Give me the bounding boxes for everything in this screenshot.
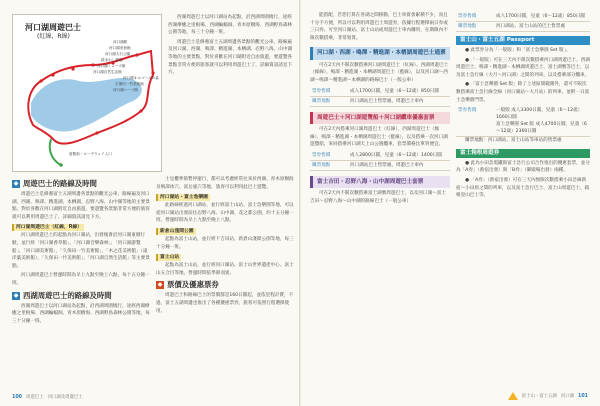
stop-label-5: 河口湖自然生活館 <box>93 70 122 74</box>
route-map <box>12 14 162 172</box>
stop-dot <box>51 73 54 76</box>
stop-dot <box>71 67 74 70</box>
stop-dot <box>139 109 142 112</box>
stop-dot <box>59 163 63 167</box>
bullet-item: ● 此票券分為「一般版」和「富士急樂園 Set 版」。 <box>465 48 571 53</box>
table-key: 購票地點 <box>310 96 348 106</box>
ticket-table-3 <box>456 12 590 32</box>
table-key: 購票地點 <box>456 22 494 32</box>
bullet-text: 此為小田急電鐵與富士急行公司合作推出的優惠套票，並分為「A券」（新宿出發）與「B券」（御殿場出發）兩種。 <box>456 160 590 174</box>
left-col-2 <box>156 176 294 386</box>
table-row <box>310 151 450 161</box>
section-2-heading <box>12 291 152 301</box>
price-line: 富士急樂園 Set 版 成人4700日圓，兒童（6～12歲）2360日圓 <box>496 122 587 135</box>
table-row <box>310 160 450 170</box>
book-gutter <box>299 0 301 406</box>
bullet-item: ● 「A券」（新宿出發）可在三天內無限次數搭乘小田急線新宿～小田原之間的列車，以及富士急行巴士、富士山周遊巴士、箱根登山巴士等。 <box>456 177 590 199</box>
stop-label-2: 河口湖大石公園 <box>105 52 131 56</box>
section-routes-title: 周遊巴士的路線及時間 <box>23 179 97 188</box>
subheading: 河口湖站・富士急樂園 <box>156 194 210 201</box>
right-col-4 <box>456 12 590 390</box>
stop-dot <box>95 131 98 134</box>
table-value: 河口湖站巴士售票處、周遊巴士車內 <box>348 160 450 170</box>
section-marker-icon: ◆ <box>13 180 19 187</box>
section-routes-heading <box>12 179 152 189</box>
left-col-2-top <box>168 14 294 172</box>
paragraph: 可在2天內不限次數搭乘河口湖周遊巴士（紅線）、西湖周遊巴士（綠線）、鳴澤・精進湖・本栖湖周遊巴士（藍線），以及河口湖～西湖～鳴澤～精進湖～本栖湖的路線巴士（一般公車） <box>310 62 449 84</box>
paragraph: 此路線經過河口湖站，並行經富士山站、富士急樂園等地，可以從河口湖站出發前往忍野八海、山中湖、花之都公園，約十五分鐘一班，營運時間為早上九點至晚上八點。 <box>156 203 294 224</box>
paragraph: 士見櫻季節暫停運行，都可以考慮經常往來於西湖、青木原樹海及鳴澤冰穴、富岳風穴等地，旅客可以利用此巴士遊覽。 <box>156 177 294 190</box>
ticket-table-1 <box>310 87 450 107</box>
stop-dot <box>91 63 94 66</box>
right-col-3 <box>310 12 450 390</box>
stop-dot <box>135 53 138 56</box>
table-key: 購票地點 <box>310 160 348 170</box>
bullet-text: 「一般版」可在三天內不限次數搭乘河口湖周遊巴士、西湖周遊巴士、鳴澤・精進湖・本栖湖周遊巴士、富士湖號等巴士，以及富士急行線（大月～河口湖）之間的列車，以及搭乘部分纜車。 <box>456 57 590 78</box>
table-row <box>456 106 590 137</box>
left-col-1 <box>12 176 152 386</box>
stop-label-3: 猿まわし劇場 <box>101 58 123 62</box>
map-subtitle: (紅線，R線) <box>37 33 70 40</box>
page-label: 周遊巴士 <box>26 395 44 400</box>
table-value: 成人2800日圓，兒童（6～12歲）1400日圓 <box>348 151 450 161</box>
page-number: 100 <box>12 394 23 400</box>
lake-shape <box>31 78 142 131</box>
table-key: 票券售價 <box>310 87 348 97</box>
table-key: 票券售價 <box>456 12 494 22</box>
bullet-item: ● 此為小田急電鐵與富士急行公司合作推出的優惠套票，並分為「A券」（新宿出發）與「B券」（御殿場出發）兩種。 <box>456 160 590 174</box>
stop-label-0: 河口湖駅 <box>113 40 128 44</box>
section-marker-icon: ◆ <box>13 291 19 299</box>
bullet-item: ● 「一般版」可在三天內不限次數搭乘河口湖周遊巴士、西湖周遊巴士、鳴澤・精進湖・本栖湖周遊巴士、富士湖號等巴士，以及富士急行線（大月～河口湖）之間的列車，以及搭乘部分纜車。 <box>456 57 590 78</box>
ticket-heading-3: 富士吉田・忍野八海・山中湖周遊巴士套票 <box>310 176 450 189</box>
table-value: 河口湖站、富士山站的巴士售票處 <box>494 22 590 32</box>
paragraph: 河口湖周遊巴士的起點為河口湖站，出發後會沿河口湖東側行駛，並行經「河口湖香草館」、「河口湖音樂森林」、「河口湖游覽船」、「河口湖美術館」、「久保田一竹美術館」、「木之花美術館」（遠洋葉美術館）、「久保田一竹美術館」、「河口湖自然生活館」等主要景點。 <box>12 233 150 269</box>
paragraph: 周遊巴士是修養富士五湖周邊各景點的觀光公車，路線遍及河口湖、西湖、鳴澤、精進湖、本栖湖、忍野八海、山中湖等地的主要景點，對於喜歡在河口湖附近自由旅遊，要遊覽各景點非常方便的旅客就可以利用周遊巴士了，詳細資訊請見下方。 <box>168 39 293 76</box>
paragraph: 起點為富士山站，並行經下吉田站、新倉山淺間公園等地，每三十分鐘一班。 <box>156 236 294 250</box>
table-row <box>456 22 590 32</box>
bullet-item: ● 「富士急樂園 Set 版」除了上述區間範圍外，還可不限次數搭乘富士急行線全線（河口湖站～大月站）的列車，並附一日富士急樂園門票。 <box>456 82 590 103</box>
section-marker-icon: ◆ <box>157 281 163 289</box>
table-row <box>310 96 450 106</box>
bullet-text: 「富士急樂園 Set 版」除了上述區間範圍外，還可不限次數搭乘富士急行線全線（河口湖站～大月站）的列車，並附一日富士急樂園門票。 <box>456 82 590 103</box>
table-key: 票券售價 <box>310 151 348 161</box>
paragraph: 起點為富士山站，並行經河口湖站、富士山世界遺產中心、富士山五合目等地，營運時間依季節而異。 <box>156 263 294 276</box>
bullet-text: 「A券」（新宿出發）可在三天內無限次數搭乘小田急線新宿～小田原之間的列車，以及富士急行巴士、富士山周遊巴士、箱根登山巴士等。 <box>456 177 590 199</box>
ticket-heading-2: 周遊巴士＋河口湖遊覽船＋河口湖纜車優惠套票 <box>310 112 450 125</box>
ticket-heading-1: 河口湖・西湖・鳴澤・精進湖・本栖湖周遊巴士通票 <box>310 47 450 60</box>
stop-dot <box>151 71 154 74</box>
subheading: 河口湖周遊巴士（紅線，R線） <box>12 224 84 231</box>
triangle-icon <box>508 392 518 400</box>
paragraph: 周遊巴士是修養富士五湖周邊各景點的觀光公車，路線遍及河口湖、西湖、鳴澤、精進湖、本栖湖、忍野八海、山中湖等地的主要景點，對於喜歡在河口湖附近自由旅遊，要遊覽各景點非常方便的旅客就可以利用周遊巴士了，詳細資訊請見下方。 <box>12 192 150 220</box>
stop-label-9: 遊覧船・ロープウェイ入口 <box>69 152 112 156</box>
passport-heading: 富士山・富士五湖 Passport <box>456 36 590 45</box>
stop-label-4: 河口湖ミューズ館 <box>97 64 126 68</box>
table-value: 河口湖站巴士售票處、周遊巴士車內 <box>348 96 450 106</box>
table-value: 成人1700日圓，兒童（6～12歲）850日圓 <box>494 12 590 22</box>
subheading: 富士山站 <box>156 254 181 261</box>
table-row <box>456 12 590 22</box>
fuji-hakone-heading: 富士箱根周遊券 <box>456 149 590 158</box>
paragraph: 可在2天內搭乘河口湖周遊巴士（紅線）、西湖周遊巴士（綠線）、鳴澤・精進湖・本栖湖周遊巴士（藍線），以及搭乘一次河口湖遊覽船、來回搭乘河口湖天上山公園纜車，套票價格比單買便宜。 <box>310 127 448 148</box>
map-svg <box>13 15 163 173</box>
paragraph: 河口湖周遊巴士營運時間為早上九點至晚上六點，每十五分鐘一班。 <box>12 273 150 286</box>
section-tickets-title: 票價及優惠票券 <box>167 280 219 290</box>
right-page-number <box>508 392 588 400</box>
section-tickets-heading <box>156 280 294 290</box>
paragraph: 周遊巴士和路線巴士的票價都是160日圓起，並依里程計費，不過，富士五湖周邊也推出了各種優惠票券，旅客可依照行程選擇使用。 <box>156 293 294 314</box>
paragraph: 西湖周遊巴士以河口湖站為起點，沿西湖周圍繞行，途經西湖療癒之里根場、西湖蝙蝠洞、青木原樹海、西湖野鳥森林公園等地，每三十分鐘一班。 <box>168 15 293 36</box>
left-page-number <box>12 394 83 400</box>
table-key: 票券售價 <box>456 106 494 137</box>
page-number: 101 <box>577 393 588 399</box>
map-title: 河口湖周遊巴士 <box>25 23 81 32</box>
table-value: 成人1700日圓，兒童（6～12歲）850日圓 <box>348 87 450 97</box>
stop-dot <box>39 79 42 82</box>
paragraph: 購票地點：河口湖站、富士山站等車站的售票處 <box>465 138 562 144</box>
stop-label-7: 久保田一竹美術館 <box>115 82 144 86</box>
price-line: 一般版 成人3300日圓，兒童（6～12歲）1660日圓 <box>496 108 583 121</box>
page-sublabel: 河口湖及周邊巴士 <box>47 395 83 400</box>
stop-label-1: 河口湖美術館 <box>109 46 131 50</box>
paragraph: 能搭配，若您打算在各湖之間移動，巴士車資會累積不少，而且十分不方便，所以可以利用周遊巴士周遊券，依據行程選擇兩日券或三日券。可至河口湖站、富士山站或周遊巴士車內購買，在期限內不限次數搭乘，非常划算。 <box>310 13 448 41</box>
ticket-table-2 <box>310 151 450 171</box>
paragraph: 西湖周遊巴士以河口湖站為起點，沿西湖周圍繞行，途經西湖療癒之里根場、西湖蝙蝠洞、青木原樹海、西湖野鳥森林公園等地，每三十分鐘一班。 <box>12 303 150 324</box>
table-value <box>494 106 590 137</box>
stop-label-8: 河口湖ハーブ館 <box>113 88 138 92</box>
bullet-text: 此票券分為「一般版」和「富士急樂園 Set 版」。 <box>470 48 571 53</box>
ticket-table-4 <box>456 106 590 137</box>
stop-label-6: 河口湖オルゴールの森 <box>123 76 159 80</box>
section-2-title: 西湖周遊巴士的路線及時間 <box>23 290 112 300</box>
page-label: 河口湖 <box>560 394 574 399</box>
paragraph: 可在2天內不限次數搭乘富士湖號周遊巴士，以及河口湖～富士吉田～忍野八海～山中湖的路線巴士（一般公車） <box>310 191 446 205</box>
subheading: 新倉山淺間公園 <box>156 228 196 235</box>
table-row <box>310 87 450 97</box>
page-sublabel: 富士山・富士五湖 <box>521 394 557 399</box>
